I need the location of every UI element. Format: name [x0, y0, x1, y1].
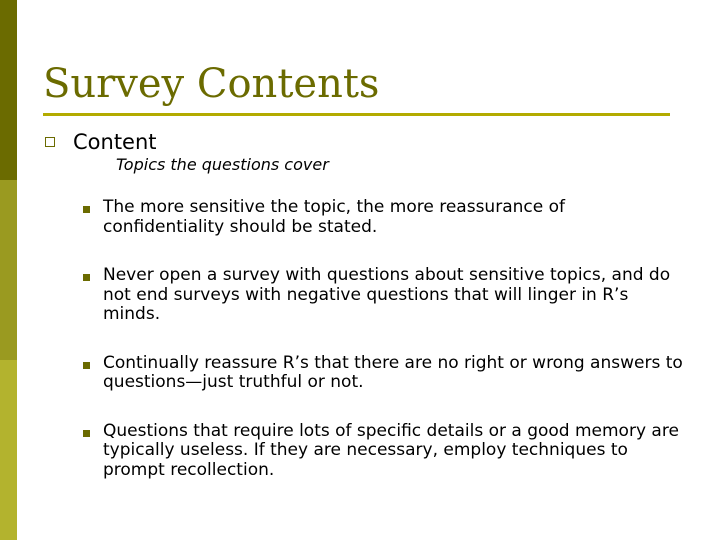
- list-item: [83, 198, 683, 237]
- content-heading-label: Content: [73, 130, 157, 154]
- content-subtitle: Topics the questions cover: [116, 155, 329, 174]
- slide-title: Survey Contents: [43, 61, 380, 107]
- square-bullet-icon: [83, 362, 90, 369]
- left-accent-bar-bottom: [0, 360, 17, 540]
- square-bullet-icon: [83, 430, 90, 437]
- square-bullet-icon: [83, 206, 90, 213]
- bullet-text: Questions that require lots of specific details or a good memory are typically useless. If they are necessary, employ techniques to prompt recollection.: [103, 420, 679, 480]
- list-item: [83, 354, 683, 393]
- left-accent-bar-middle: [0, 180, 17, 360]
- bullet-text: Continually reassure R’s that there are no right or wrong answers to questions—just truthful or not.: [103, 352, 683, 392]
- left-accent-bar-top: [0, 0, 17, 180]
- title-underline: [43, 113, 670, 116]
- content-heading: [45, 128, 157, 156]
- list-item: [83, 266, 683, 325]
- square-bullet-icon: [83, 274, 90, 281]
- list-item: [83, 422, 683, 481]
- bullet-text: Never open a survey with questions about sensitive topics, and do not end surveys with negative questions that will linger in R’s minds.: [103, 265, 671, 324]
- bullet-list: [83, 198, 683, 509]
- bullet-text: The more sensitive the topic, the more reassurance of confidentiality should be stated.: [103, 197, 565, 237]
- hollow-square-bullet-icon: [45, 137, 55, 147]
